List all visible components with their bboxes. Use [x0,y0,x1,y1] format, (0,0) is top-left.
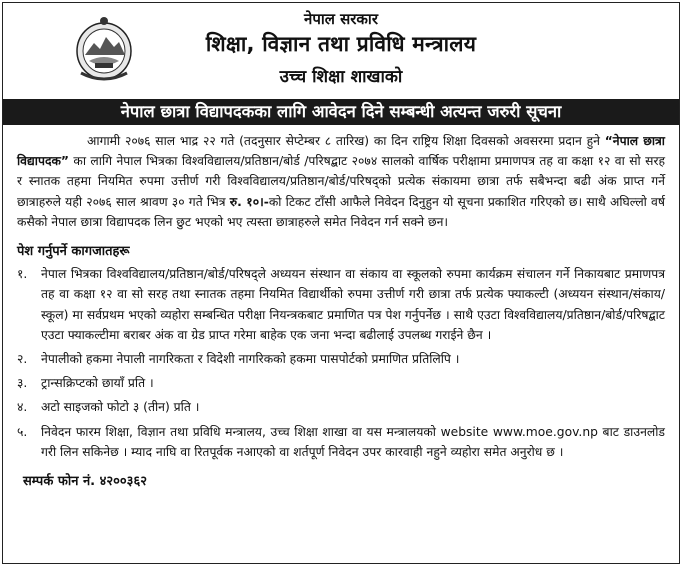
item-number: ५. [17,424,28,439]
notice-page [2,2,680,564]
header-section: उच्च शिक्षा शाखाको [279,67,403,87]
intro-text-3: को टिकट टाँसी आफैले निवेदन दिनुहुन यो सूचना प्रकाशित गरिएको छ। साथै अघिल्लो वर्ष कसैको नेपाल छात्रा विद्यापदक लिन छुट भएको भए त्यस्ता छात्राहरुले समेत निवेदन गर्न सक्ने छन। [17,194,665,229]
notice-title-banner: नेपाल छात्रा विद्यापदकका लागि आवेदन दिने सम्बन्धी अत्यन्त जरुरी सूचना [3,99,679,125]
documents-list [17,264,665,462]
documents-heading: पेश गर्नुपर्ने कागजातहरू [17,244,130,260]
award-name: “नेपाल छात्रा विद्यापदक” [17,134,665,169]
item-number: १. [17,267,28,282]
list-item [17,422,665,462]
intro-text-2: का लागि नेपाल भित्रका विश्वविद्यालय/प्रतिष्ठान/बोर्ड /परिषद्बाट २०७४ सालको वार्षिक परीक्षामा प्रमाणपत्र तह वा कक्षा १२ वा सो सरह र स्नातक तहमा नियमित रुपमा उत्तीर्ण गरी विश्वविद्यालय/प्रतिष्ठान/बोर्ड/परिषद्को प्रत्येक संकायमा छात्रा तर्फ सबैभन्दा बढी अंक प्राप्त गर्ने छात्राहरुले यही २०७६ साल श्रावण ३० गते भित्र [17,154,665,209]
item-text: ट्रान्सक्रिप्टको छायाँ प्रति । [41,376,154,391]
item-number: २. [17,352,28,367]
notice-body [3,125,679,492]
header-government: नेपाल सरकार [304,10,378,28]
notice-header [3,3,679,99]
item-text: निवेदन फारम शिक्षा, विज्ञान तथा प्रविधि मन्त्रालय, उच्च शिक्षा शाखा वा यस मन्त्रालयको website www.moe.gov.np बाट डाउनलोड गरी लिन सकिनेछ । म्याद नाघि वा रितपूर्वक नआएको वा शर्तपूर्ण निवेदन उपर कारवाही नहुने व्यहोरा समेत अनुरोध छ । [41,424,665,459]
item-number: ३. [17,376,28,391]
item-text: अटो साइजको फोटो ३ (तीन) प्रति । [41,400,200,415]
list-item [17,397,665,417]
contact-phone: सम्पर्क फोन नं. ४२००३६२ [23,474,147,490]
fee-amount: रु. १०।- [229,194,269,209]
item-number: ४. [17,400,28,415]
list-item [17,349,665,369]
intro-text-1: आगामी २०७६ साल भाद्र २२ गते (तदनुसार सेप्टेम्बर ८ तारिख) का दिन राष्ट्रिय शिक्षा दिवसको अवसरमा प्रदान हुने [87,134,605,148]
item-text: नेपालीको हकमा नेपाली नागरिकता र विदेशी नागरिकको हकमा पासपोर्टको प्रमाणित प्रतिलिपि । [41,352,460,367]
header-ministry: शिक्षा, विज्ञान तथा प्रविधि मन्त्रालय [205,32,477,56]
list-item [17,264,665,345]
intro-paragraph [17,131,665,232]
list-item [17,373,665,393]
item-text: नेपाल भित्रका विश्वविद्यालय/प्रतिष्ठान/बोर्ड/परिषद्ले अध्ययन संस्थान वा संकाय वा स्कूलको रुपमा कार्यक्रम संचालन गर्ने निकायबाट प्रमाणपत्र तह वा कक्षा १२ वा सो सरह तथा स्नातक तहमा नियमित विद्यार्थीको रुपमा उत्तीर्ण गरी छात्रा तर्फ प्रत्येक फ्याकल्टी (अध्ययन संस्थान/संकाय/स्कूल) मा सर्वप्रथम भएको व्यहोरा सम्बन्धित परीक्षा नियन्त्रकबाट प्रमाणित पत्र पेश गर्नुपर्नेछ । साथै एउटा विश्वविद्यालय/प्रतिष्ठान/बोर्ड/परिषद्बाट एउटा फ्याकल्टीमा बराबर अंक वा ग्रेड प्राप्त गरेमा बाहेक एक जना भन्दा बढीलाई उपलब्ध गराईने छैन । [41,267,665,342]
